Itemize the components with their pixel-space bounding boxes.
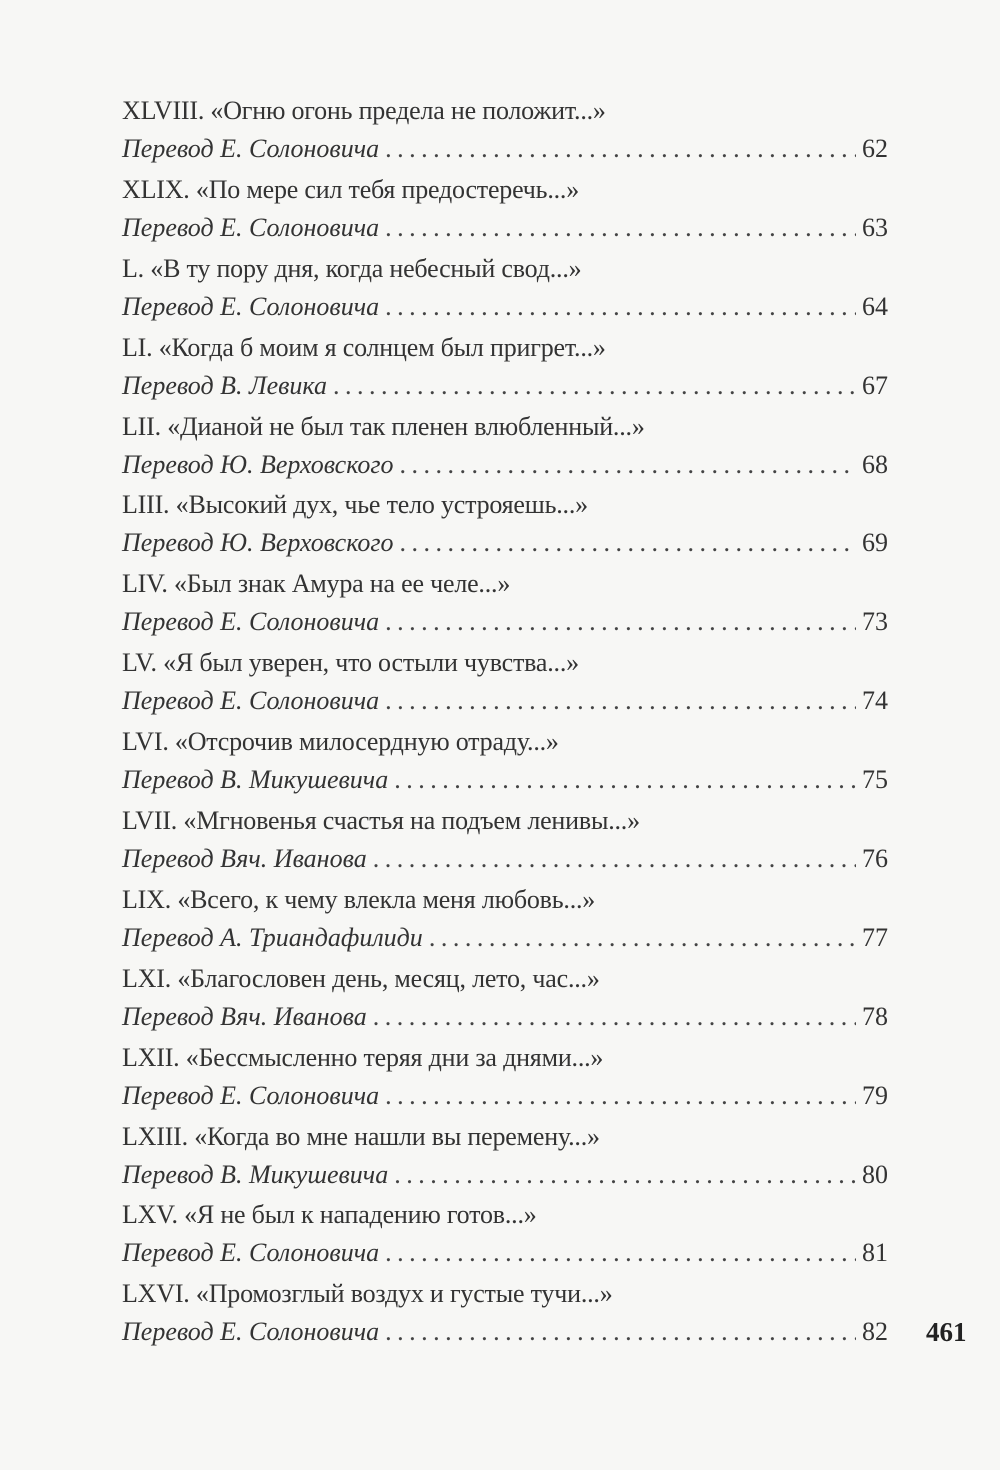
- entry-translator: Перевод А. Триандафилиди: [122, 922, 423, 952]
- entry-translator: Перевод Е. Солоновича: [122, 1317, 380, 1347]
- table-of-contents: [122, 92, 888, 1354]
- entry-translator-line: [122, 919, 888, 957]
- leader-dots: [373, 998, 856, 1036]
- toc-entry: [122, 171, 888, 250]
- entry-translator: Перевод В. Микушевича: [122, 765, 389, 795]
- entry-translator-line: [122, 446, 888, 484]
- entry-translator-line: [122, 367, 888, 405]
- leader-dots: [385, 1077, 856, 1115]
- entry-page: 67: [862, 370, 888, 400]
- entry-translator: Перевод Ю. Верховского: [122, 528, 394, 558]
- entry-title: LIX. «Всего, к чему влекла меня любовь...»: [122, 884, 596, 914]
- entry-translator: Перевод В. Микушевича: [122, 1159, 389, 1189]
- leader-dots: [385, 682, 856, 720]
- entry-translator: Перевод Вяч. Иванова: [122, 1001, 367, 1031]
- entry-page: 75: [862, 765, 888, 795]
- entry-title: LI. «Когда б моим я солнцем был пригрет...»: [122, 332, 606, 362]
- leader-dots: [333, 367, 856, 405]
- leader-dots: [400, 446, 856, 484]
- toc-entry: [122, 408, 888, 487]
- entry-translator-line: [122, 1313, 888, 1351]
- entry-title: LXV. «Я не был к нападению готов...»: [122, 1200, 537, 1230]
- toc-entry: [122, 329, 888, 408]
- entry-title: LXI. «Благословен день, месяц, лето, час...»: [122, 963, 600, 993]
- entry-page: 76: [862, 844, 888, 874]
- leader-dots: [385, 130, 856, 168]
- leader-dots: [385, 1313, 856, 1351]
- entry-translator-line: [122, 603, 888, 641]
- entry-title: XLIX. «По мере сил тебя предостеречь...»: [122, 174, 580, 204]
- entry-translator-line: [122, 682, 888, 720]
- entry-translator-line: [122, 840, 888, 878]
- toc-entry: [122, 881, 888, 960]
- entry-page: 78: [862, 1001, 888, 1031]
- entry-translator: Перевод Е. Солоновича: [122, 1080, 380, 1110]
- entry-page: 73: [862, 607, 888, 637]
- leader-dots: [385, 1234, 856, 1272]
- entry-translator-line: [122, 1156, 888, 1194]
- entry-page: 64: [862, 291, 888, 321]
- entry-translator: Перевод Вяч. Иванова: [122, 844, 367, 874]
- toc-entry: [122, 802, 888, 881]
- entry-translator-line: [122, 288, 888, 326]
- entry-title: LVII. «Мгновенья счастья на подъем ленивы...»: [122, 806, 640, 836]
- entry-translator: Перевод Е. Солоновича: [122, 1238, 380, 1268]
- leader-dots: [385, 209, 856, 247]
- entry-page: 74: [862, 686, 888, 716]
- entry-page: 77: [862, 922, 888, 952]
- toc-entry: [122, 486, 888, 565]
- entry-translator: Перевод Ю. Верховского: [122, 449, 394, 479]
- entry-translator-line: [122, 1234, 888, 1272]
- entry-page: 82: [862, 1317, 888, 1347]
- entry-title: LIII. «Высокий дух, чье тело устрояешь...»: [122, 490, 588, 520]
- entry-title: LXII. «Бессмысленно теряя дни за днями...»: [122, 1042, 604, 1072]
- entry-translator-line: [122, 524, 888, 562]
- entry-title: LII. «Дианой не был так пленен влюбленный...»: [122, 411, 645, 441]
- entry-translator: Перевод Е. Солоновича: [122, 607, 380, 637]
- leader-dots: [373, 840, 856, 878]
- entry-title: LIV. «Был знак Амура на ее челе...»: [122, 569, 511, 599]
- leader-dots: [429, 919, 856, 957]
- leader-dots: [394, 1156, 856, 1194]
- entry-translator: Перевод Е. Солоновича: [122, 291, 380, 321]
- entry-page: 68: [862, 449, 888, 479]
- entry-title: LXVI. «Промозглый воздух и густые тучи...»: [122, 1279, 613, 1309]
- toc-entry: [122, 1118, 888, 1197]
- entry-page: 81: [862, 1238, 888, 1268]
- entry-translator: Перевод Е. Солоновича: [122, 686, 380, 716]
- toc-entry: [122, 250, 888, 329]
- entry-title: LVI. «Отсрочив милосердную отраду...»: [122, 727, 559, 757]
- toc-entry: [122, 960, 888, 1039]
- entry-translator-line: [122, 998, 888, 1036]
- entry-page: 80: [862, 1159, 888, 1189]
- toc-entry: [122, 92, 888, 171]
- leader-dots: [385, 288, 856, 326]
- entry-translator: Перевод Е. Солоновича: [122, 134, 380, 163]
- entry-title: LV. «Я был уверен, что остыли чувства...»: [122, 648, 579, 678]
- entry-page: 79: [862, 1080, 888, 1110]
- entry-translator: Перевод Е. Солоновича: [122, 212, 380, 242]
- entry-page: 63: [862, 212, 888, 242]
- leader-dots: [385, 603, 856, 641]
- toc-entry: [122, 1275, 888, 1354]
- leader-dots: [400, 524, 856, 562]
- toc-entry: [122, 1039, 888, 1118]
- leader-dots: [394, 761, 856, 799]
- toc-entry: [122, 565, 888, 644]
- entry-translator-line: [122, 130, 888, 168]
- entry-translator-line: [122, 1077, 888, 1115]
- entry-page: 69: [862, 528, 888, 558]
- toc-entry: [122, 644, 888, 723]
- entry-page: 62: [862, 134, 888, 163]
- entry-translator-line: [122, 761, 888, 799]
- page-number: 461: [926, 1317, 967, 1347]
- entry-translator-line: [122, 209, 888, 247]
- entry-title: L. «В ту пору дня, когда небесный свод...»: [122, 253, 582, 283]
- entry-title: XLVIII. «Огню огонь предела не положит...»: [122, 96, 606, 125]
- entry-title: LXIII. «Когда во мне нашли вы перемену...»: [122, 1121, 600, 1151]
- toc-entry: [122, 723, 888, 802]
- entry-translator: Перевод В. Левика: [122, 370, 327, 400]
- toc-entry: [122, 1196, 888, 1275]
